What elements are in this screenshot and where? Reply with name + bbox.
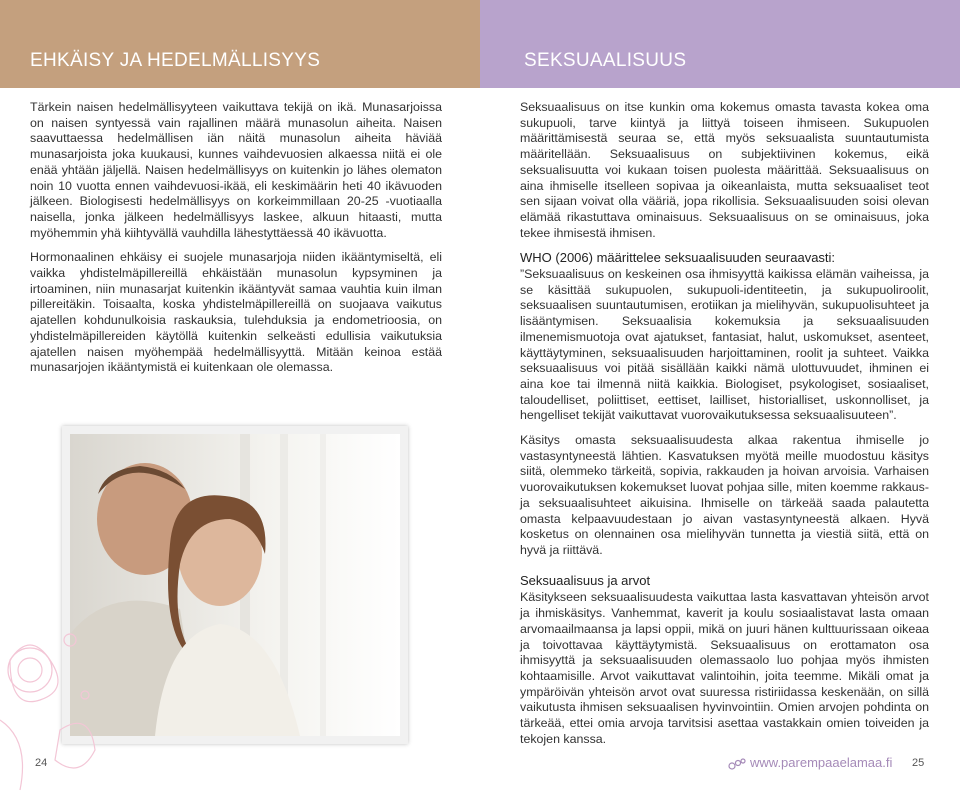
right-paragraph-4: Käsitykseen seksuaalisuudesta vaikuttaa lasta kasvattavan yhteisön arvot ja ihmiskäsitys. Vanhemmat, kaverit ja koulu sosiaalistavat lasta omaan arvomaailmaansa ja lapsi oppii, mikä on juuri hänen kulttuurissaan oikeaa ja toivottavaa käyttäytymistä. Seksuaalisuus on erottamaton osa ihmisyyttä ja seksuaalisuuden olemassaolo luo pohjaa myös ihmisten kohtaamisille. Arvot vaikuttavat valintoihin, joita teemme. Mikäli omat ja ympäröivän yhteisön arvot ovat suuressa ristiriidassa keskenään, on sillä vaikutusta ihmisen seksuaalisen hyvinvointiin. Omien arvojen pohdinta on tärkeää, ettei omia arvoja tarvitsisi asettaa vastakkain omien toiveiden ja tekojen kanssa. [520, 590, 929, 746]
header-right [480, 0, 960, 88]
flower-ornament-icon [0, 600, 110, 800]
right-paragraph-3: Käsitys omasta seksuaalisuudesta alkaa rakentua ihmiselle jo vastasyntyneestä lähtien. Kasvatuksen myötä meille muodostuu käsitys siitä, olemmeko tärkeitä, sopivia, rakkauden ja hoivan arvoisia. Varhaisen vuorovaikutuksen kokemukset luovat pohjaa sille, miten koemme rakkaus- ja seksuaalisuhteet aikuisina. Ihmiselle on tärkeää saada palautetta omasta kelpaavuudestaan jo aivan vastasyntyneestä alkaen. Hyvä kosketus on olennainen osa mielihyvän tunnetta ja viestiä siitä, että on hyvä ja riittävä. [520, 433, 929, 557]
header-left [0, 0, 480, 88]
section-title-right: SEKSUAALISUUS [524, 50, 687, 71]
page-number-left: 24 [35, 757, 48, 769]
left-paragraph-2: Hormonaalinen ehkäisy ei suojele munasarjoja niiden ikääntymiseltä, eli vaikka yhdistelmäpillereillä ehkäistään munasolun kypsyminen ja irtoaminen, niin munasarjat kuitenkin ikääntyvät samaa vauhtia kuin ilman pillereitäkin. Toisaalta, koska yhdistelmäpillereillä on suojaava vaikutus ajatellen kohdunulkoisia raskauksia, tulehduksia ja endometrioosia, on yhdistelmäpillereiden käytöllä kuitenkin selkeästi edullisia vaikutuksia ajatellen naisen myöhempää hedelmällisyyttä. Mitään keinoa estää munasarjojen ikääntymistä ei kuitenkaan ole olemassa. [30, 250, 442, 375]
website-text: www.parempaaelamaa.fi [750, 755, 893, 770]
who-heading: WHO (2006) määrittelee seksuaalisuuden seuraavasti: [520, 250, 836, 266]
left-column [30, 100, 442, 385]
values-subheading: Seksuaalisuus ja arvot [520, 572, 651, 588]
couple-photo-frame [62, 426, 408, 744]
left-paragraph-1: Tärkein naisen hedelmällisyyteen vaikuttava tekijä on ikä. Munasarjoissa on naisen syntyessä vain rajallinen määrä munasolun aiheita. Naisen saavuttaessa hedelmällisen iän näitä munasolun aiheita häviää munasarjoista joka kuukausi, kunnes vaihdevuosien alkaessa niitä ei ole enää yhtään jäljellä. Naisen hedelmällisyys on kuitenkin jo lähes olematon noin 10 vuotta ennen vaihdevuosi-ikää, eli keskimäärin heti 40 ikävuoden jälkeen. Biologisesti hedelmällisyys on korkeimmillaan 20-25 -vuotiaalla naisella, jonka jälkeen hedelmällisyys laskee, alkuun hitaasti, mutta myöhemmin yhä kiihtyvällä vauhdilla lähestyttäessä 40 ikävuotta. [30, 100, 442, 240]
right-column [520, 100, 929, 756]
page-number-right: 25 [912, 757, 925, 769]
section-title-left: EHKÄISY JA HEDELMÄLLISYYS [30, 50, 321, 71]
website-link[interactable] [728, 755, 892, 771]
couple-photo [70, 434, 400, 736]
circles-logo-icon [728, 757, 746, 771]
right-paragraph-1: Seksuaalisuus on itse kunkin oma kokemus omasta tavasta kokea oma sukupuoli, tarve kiintyä ja liittyä toiseen ihmiseen. Sukupuolen määrittämisestä seuraa se, että myös seksuaalista suuntautumista määritellään. Seksuaalisuus on subjektiivinen kokemus, eikä seksualisuutta voi kukaan toisen puolesta määrittää. Seksuaalisuus on aina ihmiselle itselleen sopivaa ja oikeanlaista, mutta seksuaaliset teot sen sijaan voivat olla vääriä, jopa rikollisia. Seksuaalisuuden soisi olevan elämää rikastuttava ominaisuus. Seksuaalisuus on se ominaisuus, joka tekee ihmisestä ihmisen. [520, 100, 929, 240]
who-quote: ”Seksuaalisuus on keskeinen osa ihmisyyttä kaikissa elämän vaiheissa, ja se käsittää sukupuolen, sukupuoli-identiteetin, ja sukupuoliroolit, seksuaalisen suuntautumisen, erotiikan ja mielihyvän, sukupuolisuhteet ja lisääntymisen. Seksuaalisia kokemuksia ja seksuaalisuuden ilmenemismuotoja ovat ajatukset, fantasiat, halut, uskomukset, asenteet, käyttäytyminen, seksuaalisuuden harjoittaminen, roolit ja suhteet. Vaikka seksuaalisuus voi pitää sisällään kaikki nämä ulottuvuudet, ihminen ei aina koe tai ilmennä niitä kaikkia. Biologiset, psykologiset, sosiaaliset, taloudelliset, poliittiset, eettiset, lailliset, historialliset, uskonnolliset, ja hengelliset tekijät vaikuttavat vuorovaikutuksessa seksuaalisuuteen”. [520, 267, 929, 423]
